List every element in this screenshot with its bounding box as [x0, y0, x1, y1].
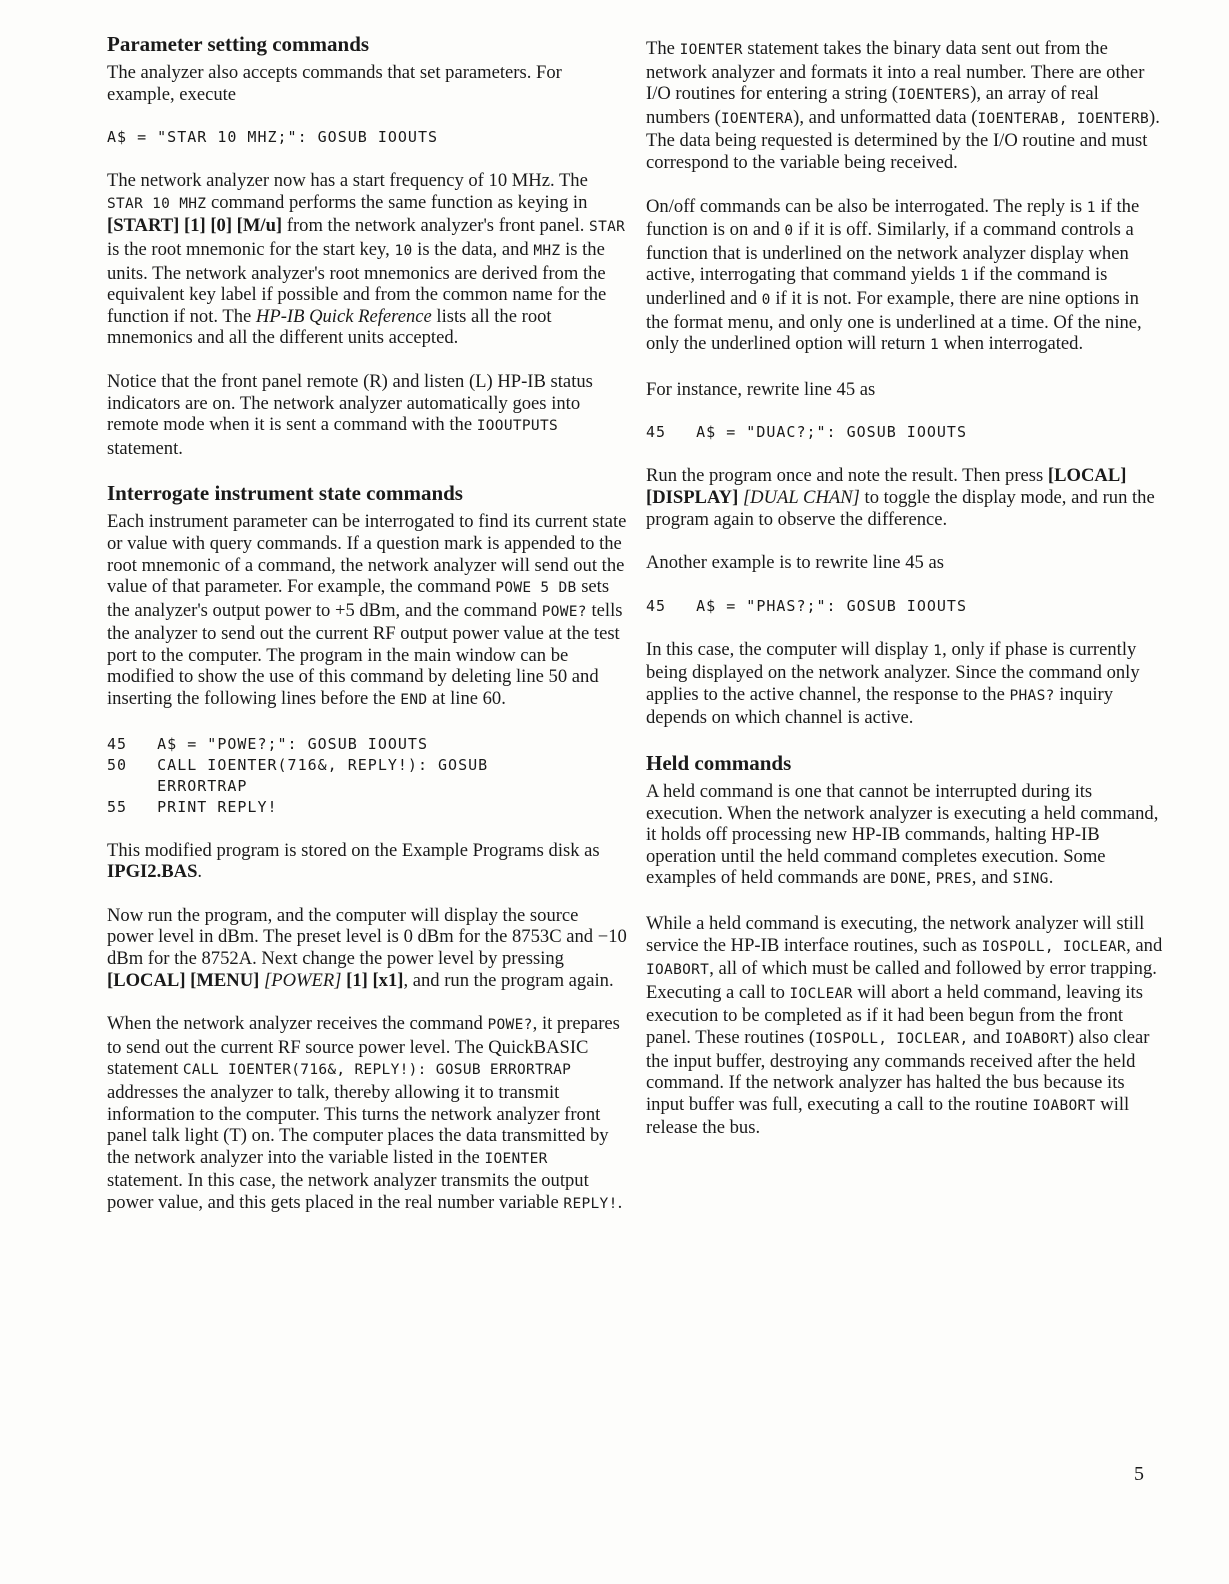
section-heading-interrogate: Interrogate instrument state commands	[107, 481, 463, 506]
code-line: 55 PRINT REPLY!	[107, 797, 278, 816]
paragraph: The IOENTER statement takes the binary data sent out from the network analyzer and formats it into a real number. There are other I/O routines for entering a string (IOENTERS), an array of real numbers (IOENTERA), and unformatted data (IOENTERAB, IOENTERB). The data being requested is determined by the I/O routine and must correspond to the variable being received.	[646, 38, 1160, 173]
code-block	[646, 596, 1166, 617]
paragraph: When the network analyzer receives the command POWE?, it prepares to send out the current RF source power level. The QuickBASIC statement CALL IOENTER(716&, REPLY!): GOSUB ERRORTRAP addresses the analyzer to talk, thereby allowing it to transmit information to the computer. This turns the network analyzer front panel talk light (T) on. The computer places the data transmitted by the network analyzer into the variable listed in the IOENTER statement. In this case, the network analyzer transmits the output power value, and this gets placed in the real number variable REPLY!.	[107, 1013, 623, 1213]
paragraph: Now run the program, and the computer will display the source power level in dBm. The preset level is 0 dBm for the 8753C and −10 dBm for the 8752A. Next change the power level by pressing [LOCAL] [MENU] [POWER] [1] [x1], and run the program again.	[107, 904, 627, 991]
right-column	[646, 0, 1166, 1161]
paragraph: Run the program once and note the result. Then press [LOCAL] [DISPLAY] [DUAL CHAN] to toggle the display mode, and run the program again to observe the difference.	[646, 465, 1155, 530]
section-heading-held: Held commands	[646, 751, 792, 776]
left-column	[107, 0, 627, 1238]
paragraph: On/off commands can be also be interrogated. The reply is 1 if the function is on and 0 if it is off. Similarly, if a command controls a function that is underlined on the network analyzer display when active, interrogating that command yields 1 if the command is underlined and 0 if it is not. For example, there are nine options in the format menu, and only one is underlined at a time. Of the nine, only the underlined option will return 1 when interrogated.	[646, 195, 1142, 355]
paragraph: Another example is to rewrite line 45 as	[646, 552, 944, 574]
code-line: 45 A$ = "PHAS?;": GOSUB IOOUTS	[646, 596, 967, 615]
code-line: 50 CALL IOENTER(716&, REPLY!): GOSUB	[107, 755, 489, 774]
page-number: 5	[1134, 1463, 1144, 1485]
paragraph: While a held command is executing, the network analyzer will still service the HP-IB interface routines, such as IOSPOLL, IOCLEAR, and IOABORT, all of which must be called and followed by error trapping. Executing a call to IOCLEAR will abort a held command, leaving its execution to be completed as if it had been begun from the front panel. These routines (IOSPOLL, IOCLEAR, and IOABORT) also clear the input buffer, destroying any commands received after the held command. If the network analyzer has halted the bus because its input buffer was full, executing a call to the routine IOABORT will release the bus.	[646, 913, 1163, 1139]
paragraph: The network analyzer now has a start frequency of 10 MHz. The STAR 10 MHZ command performs the same function as keying in [START] [1] [0] [M/u] from the network analyzer's front panel. STAR is the root mnemonic for the start key, 10 is the data, and MHZ is the units. The network analyzer's root mnemonics are derived from the equivalent key label if possible and from the common name for the function if not. The HP-IB Quick Reference lists all the root mnemonics and all the different units accepted.	[107, 170, 626, 349]
code-block	[646, 422, 1166, 443]
paragraph: This modified program is stored on the Example Programs disk as IPGI2.BAS.	[107, 839, 600, 883]
paragraph: In this case, the computer will display 1, only if phase is currently being displayed on the network analyzer. Since the command only applies to the active channel, the response to the PHAS? inquiry depends on which channel is active.	[646, 638, 1140, 729]
paragraph: Each instrument parameter can be interrogated to find its current state or value with query commands. If a question mark is appended to the root mnemonic of a command, the network analyzer will send out the value of that parameter. For example, the command POWE 5 DB sets the analyzer's output power to +5 dBm, and the command POWE? tells the analyzer to send out the current RF output power value at the test port to the computer. The program in the main window can be modified to show the use of this command by deleting line 50 and inserting the following lines before the END at line 60.	[107, 511, 627, 710]
code-block	[107, 127, 627, 148]
section-heading-parameter-setting: Parameter setting commands	[107, 32, 370, 56]
code-line: ERRORTRAP	[107, 776, 248, 795]
code-line: 45 A$ = "POWE?;": GOSUB IOOUTS	[107, 734, 428, 753]
code-line: A$ = "STAR 10 MHZ;": GOSUB IOOUTS	[107, 128, 439, 147]
code-line: 45 A$ = "DUAC?;": GOSUB IOOUTS	[646, 423, 967, 442]
paragraph: A held command is one that cannot be interrupted during its execution. When the network analyzer is executing a held command, it holds off processing new HP-IB commands, halting HP-IB operation until the held command completes execution. Some examples of held commands are DONE, PRES, and SING.	[646, 781, 1159, 889]
paragraph: The analyzer also accepts commands that set parameters. For example, execute	[107, 62, 562, 105]
paragraph: Notice that the front panel remote (R) and listen (L) HP-IB status indicators are on. The network analyzer automatically goes into remote mode when it is sent a command with the IOOUTPUTS statement.	[107, 370, 593, 459]
paragraph: For instance, rewrite line 45 as	[646, 378, 876, 400]
code-block	[107, 734, 627, 818]
